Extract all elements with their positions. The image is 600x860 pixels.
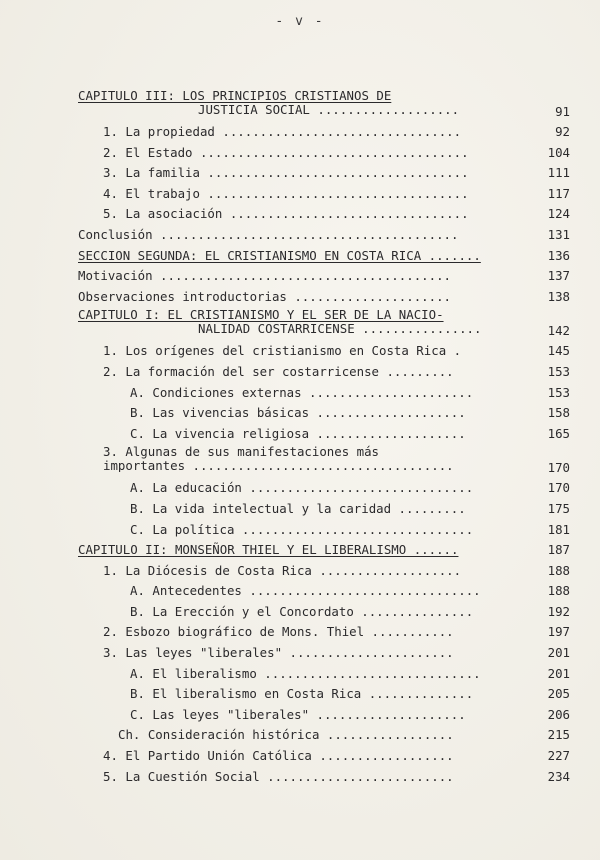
page-number: - v -: [275, 14, 325, 29]
toc-entry-page: 188: [547, 562, 570, 578]
toc-entry-title: [103, 561, 522, 582]
toc-entry: [0, 499, 600, 520]
toc-entry-line: 2. El Estado ....................................: [103, 144, 469, 160]
toc-entry: [0, 705, 600, 726]
toc-entry-title: [78, 287, 522, 308]
toc-entry-title: [130, 581, 522, 602]
toc-entry-page: 142: [547, 322, 570, 338]
toc-entry-line: Conclusión ........................................: [78, 226, 459, 242]
toc-entry-title: [130, 499, 522, 520]
toc-entry-title: [78, 540, 522, 561]
toc-entry-page: 197: [547, 624, 570, 640]
toc-entry-line: Observaciones introductorias .....................: [78, 288, 451, 304]
toc-entry-title: [78, 246, 522, 267]
toc-entry-title: [130, 664, 522, 685]
toc-entry-page: 153: [547, 384, 570, 400]
toc-entry: [0, 725, 600, 746]
toc-entry-title: [103, 767, 522, 788]
toc-entry: [0, 643, 600, 664]
toc-entry: [0, 746, 600, 767]
toc-entry-line: 5. La asociación ................................: [103, 206, 469, 222]
toc-entry-page: 192: [547, 603, 570, 619]
toc-entry-line: C. La vivencia religiosa ....................: [130, 425, 466, 441]
toc-entry: [0, 184, 600, 205]
toc-entry-page: 205: [547, 686, 570, 702]
toc-entry-line: SECCION SEGUNDA: EL CRISTIANISMO EN COSTA RICA .......: [78, 247, 481, 263]
toc-entry-page: 170: [547, 480, 570, 496]
toc-entry-page: 158: [547, 405, 570, 421]
toc-entry-title: [103, 341, 522, 362]
toc-entry-line: B. Las vivencias básicas ....................: [130, 405, 466, 421]
toc-entry: [0, 383, 600, 404]
toc-entry-page: 187: [547, 542, 570, 558]
toc-entry-title: [130, 424, 522, 445]
toc-entry: [0, 520, 600, 541]
toc-entry-title: [130, 403, 522, 424]
toc-entry-line: CAPITULO I: EL CRISTIANISMO Y EL SER DE LA NACIO-: [78, 308, 444, 323]
toc-entry-page: 117: [547, 185, 570, 201]
toc-entry-title: [103, 143, 522, 164]
toc-entry: [0, 122, 600, 143]
toc-entry-title: [130, 383, 522, 404]
toc-entry-title: [78, 225, 522, 246]
toc-entry: [0, 225, 600, 246]
toc-entry-line: CAPITULO II: MONSEÑOR THIEL Y EL LIBERALISMO ......: [78, 542, 459, 558]
toc-entry-page: 92: [555, 124, 570, 139]
toc-entry-page: 111: [547, 165, 570, 181]
toc-entry: [0, 444, 600, 478]
toc-entry-line: 3. La familia ...................................: [103, 165, 469, 181]
toc-entry-page: 153: [547, 363, 570, 379]
toc-entry-line: 3. Las leyes "liberales" ......................: [103, 645, 454, 661]
toc-entry: [0, 403, 600, 424]
toc-entry-page: 170: [547, 459, 570, 475]
toc-entry-page: 206: [547, 706, 570, 722]
toc-entry-page: 188: [547, 583, 570, 599]
toc-entry-page: 227: [547, 748, 570, 764]
toc-entry-line: 2. La formación del ser costarricense .........: [103, 363, 454, 379]
toc-entry-line: A. Condiciones externas ......................: [130, 384, 474, 400]
toc-entry: [0, 143, 600, 164]
toc-entry-page: 234: [547, 768, 570, 784]
toc-entry: [0, 602, 600, 623]
toc-entry: [0, 246, 600, 267]
toc-entry-line: 2. Esbozo biográfico de Mons. Thiel ...........: [103, 624, 454, 640]
toc-entry: [0, 307, 600, 341]
toc-entry-line: Ch. Consideración histórica .................: [118, 727, 454, 743]
toc-entry-title: [78, 266, 522, 287]
toc-entry-page: 175: [547, 500, 570, 516]
toc-entry-line: 1. La propiedad ................................: [103, 124, 462, 139]
toc-entry: [0, 664, 600, 685]
toc-entry-line: 1. La Diócesis de Costa Rica ...................: [103, 562, 462, 578]
toc-entry-line: 1. Los orígenes del cristianismo en Costa Rica .: [103, 343, 462, 359]
toc-entry: [0, 362, 600, 383]
toc-entry-line: B. La Erección y el Concordato ...............: [130, 603, 474, 619]
toc-entry-line: B. El liberalismo en Costa Rica ..............: [130, 686, 474, 702]
toc-entry-title: [103, 362, 522, 383]
toc-entry-page: 136: [547, 247, 570, 263]
toc-entry-page: 181: [547, 521, 570, 537]
toc-entry-page: 138: [547, 288, 570, 304]
toc-entry: [0, 540, 600, 561]
toc-entry: [0, 767, 600, 788]
toc-entry-page: 137: [547, 268, 570, 284]
toc-entry-line: CAPITULO III: LOS PRINCIPIOS CRISTIANOS DE: [78, 89, 392, 103]
toc-entry-title: [103, 122, 522, 143]
toc-entry-page: 124: [547, 206, 570, 222]
toc-entry: [0, 684, 600, 705]
toc-entry-title: [103, 622, 522, 643]
toc-entry-title: [103, 643, 522, 664]
toc-entry: [0, 88, 600, 122]
toc-entry-line: C. Las leyes "liberales" ....................: [130, 706, 466, 722]
table-of-contents: [0, 88, 600, 787]
toc-entry-line: 4. El Partido Unión Católica ..................: [103, 748, 454, 764]
toc-entry-title: [130, 520, 522, 541]
toc-entry-page: 215: [547, 727, 570, 743]
toc-entry-page: 145: [547, 343, 570, 359]
toc-entry-line: C. La política ...............................: [130, 521, 474, 537]
toc-entry-line: A. La educación ..............................: [130, 480, 474, 496]
toc-entry-page: 201: [547, 645, 570, 661]
toc-entry-title: [103, 746, 522, 767]
toc-entry-line: 3. Algunas de sus manifestaciones más: [103, 445, 380, 460]
toc-entry-title: [78, 89, 522, 116]
toc-entry-page: 201: [547, 665, 570, 681]
toc-entry-page: 165: [547, 425, 570, 441]
toc-entry: [0, 561, 600, 582]
toc-entry-title: [130, 478, 522, 499]
toc-entry-line: NALIDAD COSTARRICENSE ................: [198, 320, 482, 336]
toc-entry: [0, 287, 600, 308]
toc-entry-title: [130, 602, 522, 623]
toc-entry-title: [118, 725, 522, 746]
toc-entry-page: 131: [547, 226, 570, 242]
toc-entry: [0, 424, 600, 445]
toc-entry-title: [103, 204, 522, 225]
toc-entry-title: [130, 705, 522, 726]
toc-entry-title: [103, 163, 522, 184]
toc-entry-line: 4. El trabajo ...................................: [103, 185, 469, 201]
toc-entry-line: A. Antecedentes ...............................: [130, 583, 481, 599]
toc-entry-line: B. La vida intelectual y la caridad .........: [130, 500, 466, 516]
toc-entry: [0, 204, 600, 225]
toc-entry-line: JUSTICIA SOCIAL ...................: [198, 101, 460, 116]
toc-entry: [0, 163, 600, 184]
toc-entry-line: A. El liberalismo .............................: [130, 665, 481, 681]
toc-entry-title: [78, 308, 522, 335]
toc-entry-page: 91: [555, 103, 570, 119]
toc-entry: [0, 266, 600, 287]
toc-entry-page: 104: [547, 144, 570, 160]
toc-entry-title: [103, 445, 522, 472]
toc-entry: [0, 622, 600, 643]
toc-entry: [0, 478, 600, 499]
toc-entry-line: importantes ...................................: [103, 457, 454, 473]
toc-entry-line: Motivación .......................................: [78, 268, 451, 284]
toc-entry-title: [130, 684, 522, 705]
toc-entry-title: [103, 184, 522, 205]
toc-entry: [0, 341, 600, 362]
toc-entry-line: 5. La Cuestión Social .........................: [103, 768, 454, 784]
toc-entry: [0, 581, 600, 602]
